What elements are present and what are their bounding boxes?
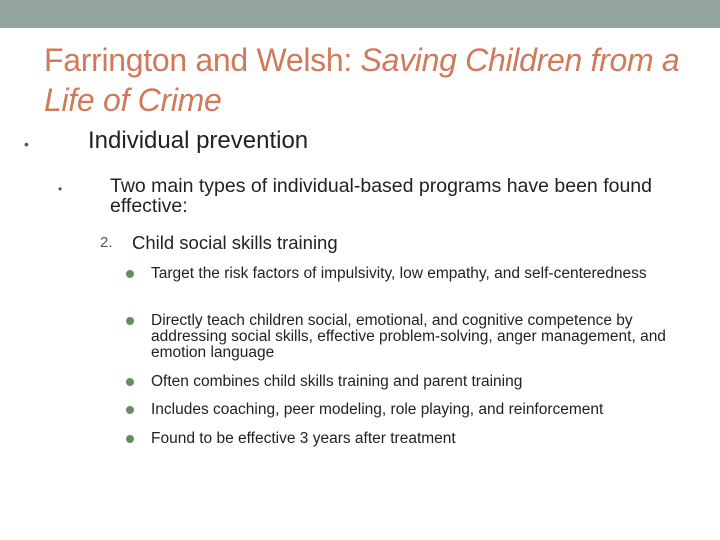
- sub-bullet-text: Target the risk factors of impulsivity, low empathy, and self-centeredness: [151, 265, 647, 282]
- title-book: Saving Children from a Life of Crime: [44, 42, 680, 118]
- bullet-dot-icon: [126, 378, 134, 386]
- slide-title: [44, 40, 684, 120]
- bullet-dot-icon: [126, 270, 134, 278]
- numbered-item-text: Child social skills training: [132, 232, 338, 253]
- sub-bullet-text: Found to be effective 3 years after treatment: [151, 430, 456, 447]
- sub-bullet-text: Includes coaching, peer modeling, role playing, and reinforcement: [151, 401, 604, 418]
- bullet-dot-icon: •: [24, 136, 29, 152]
- sub-bullet-text: Often combines child skills training and parent training: [151, 373, 523, 390]
- bullet-dot-icon: •: [58, 182, 63, 196]
- bullet-level1-text: Individual prevention: [88, 127, 309, 154]
- bullet-level2-text: Two main types of individual-based programs have been found effective:: [110, 175, 652, 217]
- bullet-dot-icon: [126, 406, 134, 414]
- top-band: [0, 0, 720, 28]
- sub-bullet-text: Directly teach children social, emotional, and cognitive competence by addressing social skills, effective problem-solving, anger management, and emotion language: [151, 312, 666, 361]
- bullet-dot-icon: [126, 435, 134, 443]
- item-number: 2.: [100, 234, 113, 251]
- title-main: Farrington and Welsh:: [44, 42, 361, 78]
- bullet-dot-icon: [126, 317, 134, 325]
